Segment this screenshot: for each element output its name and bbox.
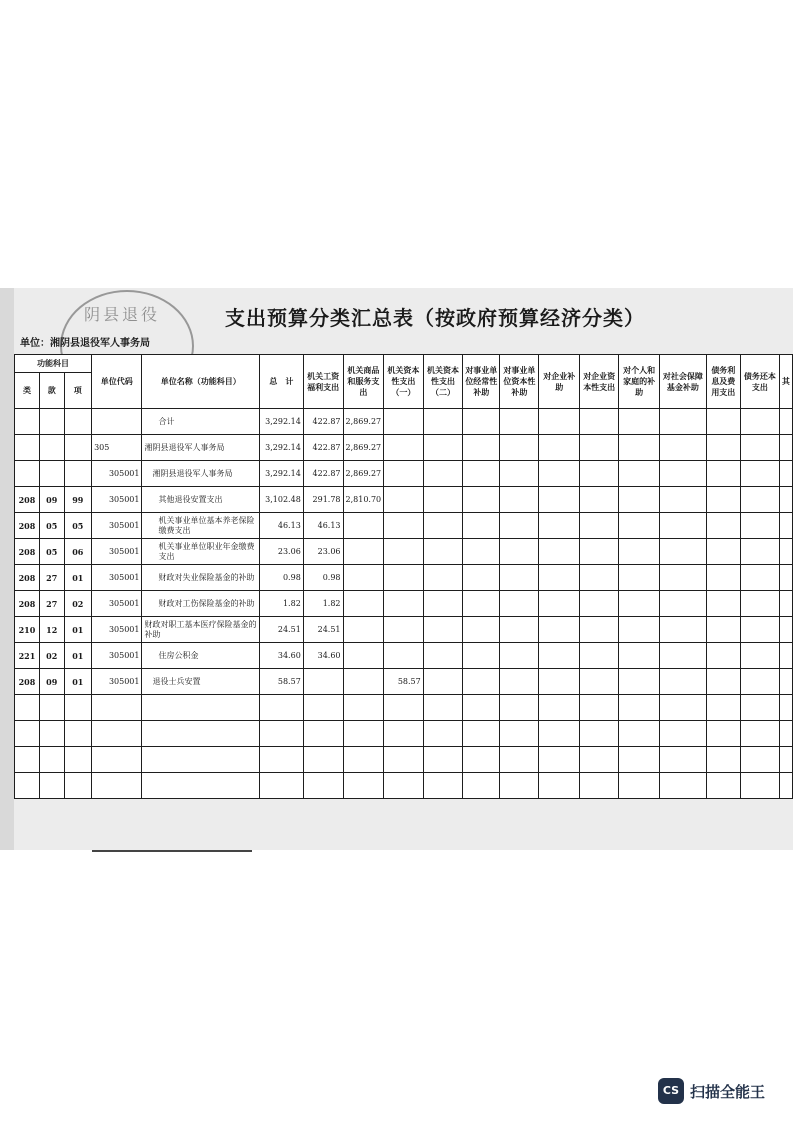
col-debt-interest-header: 债务利息及费用支出 [706, 355, 740, 409]
xiang-header: 项 [64, 373, 92, 409]
col-enterprise-capital-header: 对企业资本性支出 [580, 355, 619, 409]
table-row: 合计 3,292.14 422.87 2,869.27 [15, 409, 793, 435]
scan-edge-line [92, 850, 252, 852]
table-row: 208 09 99 305001 其他退役安置支出 3,102.48 291.78 2,810.70 [15, 487, 793, 513]
total-header: 总 计 [259, 355, 303, 409]
col-capital-1-header: 机关资本性支出（一） [384, 355, 424, 409]
seal-text: 阴县退役 [84, 305, 161, 324]
empty-row [15, 695, 793, 721]
unit-name-header: 单位名称（功能科目） [142, 355, 259, 409]
table-row: 208 27 01 305001 财政对失业保险基金的补助 0.98 0.98 [15, 565, 793, 591]
camscanner-logo-icon: CS [658, 1078, 684, 1104]
table-row: 208 09 01 305001 退役士兵安置 58.57 58.57 [15, 669, 793, 695]
col-social-security-header: 对社会保障基金补助 [660, 355, 707, 409]
table-row: 208 05 06 305001 机关事业单位职业年金缴费支出 23.06 23.06 [15, 539, 793, 565]
table-row: 208 05 05 305001 机关事业单位基本养老保险缴费支出 46.13 46.13 [15, 513, 793, 539]
col-goods-services-header: 机关商品和服务支出 [343, 355, 384, 409]
empty-row [15, 721, 793, 747]
header-row-1 [15, 355, 793, 373]
col-inst-regular-header: 对事业单位经常性补助 [463, 355, 500, 409]
unit-label: 单位：湘阴县退役军人事务局 [20, 338, 150, 349]
table-row: 305 湘阴县退役军人事务局 3,292.14 422.87 2,869.27 [15, 435, 793, 461]
lei-header: 类 [15, 373, 40, 409]
col-other-header: 其 [779, 355, 792, 409]
col-personal-header: 对个人和家庭的补助 [619, 355, 660, 409]
table-row: 208 27 02 305001 财政对工伤保险基金的补助 1.82 1.82 [15, 591, 793, 617]
empty-row [15, 747, 793, 773]
col-salary-header: 机关工资福利支出 [303, 355, 343, 409]
table-row: 210 12 01 305001 财政对职工基本医疗保险基金的补助 24.51 24.51 [15, 617, 793, 643]
empty-row [15, 773, 793, 799]
unit-code-header: 单位代码 [92, 355, 142, 409]
table-row: 305001 湘阴县退役军人事务局 3,292.14 422.87 2,869.27 [15, 461, 793, 487]
col-enterprise-header: 对企业补助 [539, 355, 580, 409]
page-title: 支出预算分类汇总表（按政府预算经济分类） [225, 306, 645, 330]
col-debt-principal-header: 债务还本支出 [740, 355, 779, 409]
camscanner-watermark: 扫描全能王 [690, 1083, 766, 1101]
table-row: 221 02 01 305001 住房公积金 34.60 34.60 [15, 643, 793, 669]
budget-table [14, 354, 793, 799]
func-subject-header: 功能科目 [15, 355, 92, 373]
col-capital-2-header: 机关资本性支出（二） [423, 355, 463, 409]
kuan-header: 款 [39, 373, 64, 409]
col-inst-capital-header: 对事业单位资本性补助 [500, 355, 539, 409]
